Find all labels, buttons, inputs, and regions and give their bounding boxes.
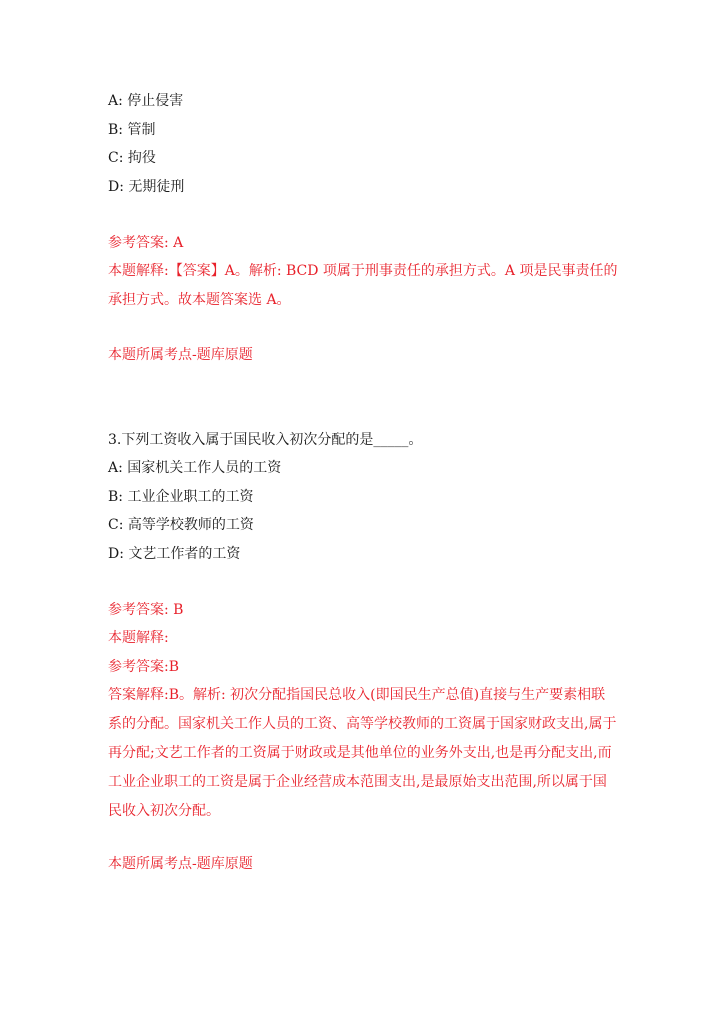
q2-source: 本题所属考点-题库原题	[108, 347, 253, 363]
q3-explanation-label: 本题解释:	[108, 630, 169, 646]
q2-option-c: C: 拘役	[108, 150, 156, 166]
q3-question: 3.下列工资收入属于国民收入初次分配的是_____。	[108, 432, 423, 448]
q2-answer: 参考答案: A	[108, 235, 184, 251]
q3-option-a: A: 国家机关工作人员的工资	[108, 460, 282, 476]
q2-option-b: B: 管制	[108, 122, 156, 138]
q2-explanation: 本题解释:【答案】A。解析: BCD 项属于刑事责任的承担方式。A 项是民事责任的承担方式。故本题答案选 A。	[108, 263, 618, 308]
q3-option-d: D: 文艺工作者的工资	[108, 546, 241, 562]
q2-option-a: A: 停止侵害	[108, 93, 184, 109]
q3-answer-repeat: 参考答案:B	[108, 659, 180, 675]
q3-option-c: C: 高等学校教师的工资	[108, 517, 254, 533]
q3-answer: 参考答案: B	[108, 602, 184, 618]
q3-option-b: B: 工业企业职工的工资	[108, 489, 254, 505]
q3-source: 本题所属考点-题库原题	[108, 856, 253, 872]
q3-explanation: 答案解释:B。解析: 初次分配指国民总收入(即国民生产总值)直接与生产要素相联系的分配。国家机关工作人员的工资、高等学校教师的工资属于国家财政支出,属于再分配;文艺工作者的工资属于财政或是其他单位的业务外支出,也是再分配支出,而工业企业职工的工资是属于企业经营成本范围支出,是最原始支出范围,所以属于国民收入初次分配。	[108, 687, 617, 819]
q2-option-d: D: 无期徒刑	[108, 179, 185, 195]
